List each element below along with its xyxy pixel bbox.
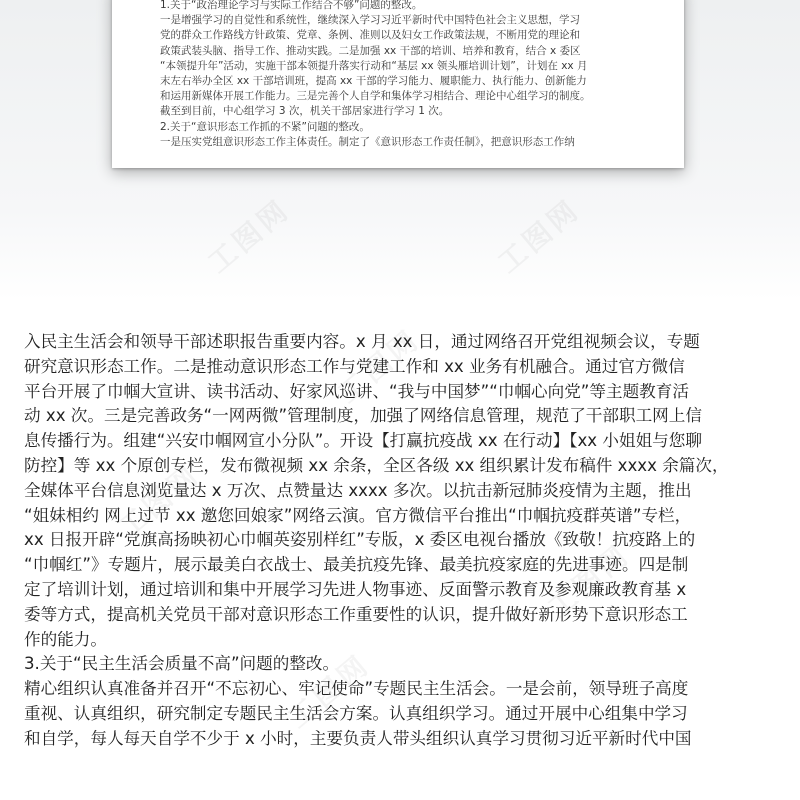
preview-line: 2.关于“意识形态工作抓的不紧”问题的整改。 (160, 120, 370, 133)
watermark: 工图网 (491, 192, 587, 280)
paragraph-line: 作的能力。 (24, 629, 107, 649)
paragraph-line: 入民主生活会和领导干部述职报告重要内容。x 月 xx 日，通过网络召开党组视频会议，专题 (24, 332, 700, 351)
paragraph-line: 动 xx 次。三是完善政务“一网两微”管理制度，加强了网络信息管理，规范了干部职工网上信 (24, 406, 702, 426)
paragraph-line: 和自学，每人每天自学不少于 x 小时，主要负责人带头组织认真学习贯彻习近平新时代中国 (24, 728, 692, 748)
paragraph-line: “姐妹相约 网上过节 xx 邀您回娘家”网络云演。官方微信平台推出“巾帼抗疫群英谱”专栏， (24, 505, 692, 525)
paragraph-line: “巾帼红”》专题片，展示最美白衣战士、最美抗疫先锋、最美抗疫家庭的先进事迹。四是制 (24, 555, 689, 575)
page-preview-text (160, 0, 640, 150)
document-page-preview (112, 0, 684, 168)
document-body (24, 330, 779, 752)
preview-line: “本领提升年”活动，实施干部本领提升落实行动和“基层 xx 领头雁培训计划”，计划在 xx 月 (160, 59, 588, 72)
paragraph-line: 防控】等 xx 个原创专栏，发布微视频 xx 余条，全区各级 xx 组织累计发布稿件 xxxx 余篇次， (24, 455, 729, 475)
paragraph-line: 精心组织认真准备并召开“不忘初心、牢记使命”专题民主生活会。一是会前，领导班子高度 (24, 679, 689, 699)
watermark: 工图网 (541, 537, 637, 625)
preview-line: 和运用新媒体开展工作能力。三是完善个人自学和集体学习相结合、理论中心组学习的制度。 (160, 90, 591, 103)
watermark: 工图网 (201, 192, 297, 280)
paragraph-line: 息传播行为。组建“兴安巾帼网宣小分队”。开设【打赢抗疫战 xx 在行动】【xx 小姐姐与您聊 (24, 431, 702, 451)
paragraph-line: 重视、认真组织，研究制定专题民主生活会方案。认真组织学习。通过开展中心组集中学习 (24, 703, 688, 723)
paragraph-line: xx 日报开辟“党旗高扬映初心巾帼英姿别样红”专版，x 委区电视台播放《致敬！抗疫路上的 (24, 530, 696, 550)
watermark: 工图网 (331, 322, 427, 410)
preview-line: 一是增强学习的自觉性和系统性，继续深入学习习近平新时代中国特色社会主义思想，学习 (160, 14, 580, 27)
preview-line: 末左右举办全区 xx 干部培训班，提高 xx 干部的学习能力、履职能力、执行能力、创新能力 (160, 74, 587, 87)
paragraph-line: 委等方式，提高机关党员干部对意识形态工作重要性的认识，提升做好新形势下意识形态工 (24, 604, 688, 624)
preview-line: 政策武装头脑、指导工作、推动实践。二是加强 xx 干部的培训、培养和教育，结合 x 委区 (160, 44, 581, 57)
paragraph-line: 定了培训计划，通过培训和集中开展学习先进人物事迹、反面警示教育及参观廉政教育基 x (24, 579, 687, 599)
preview-line: 一是压实党组意识形态工作主体责任。制定了《意识形态工作责任制》，把意识形态工作纳 (160, 135, 575, 148)
watermark: 工图网 (111, 457, 207, 545)
preview-line: 党的群众工作路线方针政策、党章、条例、准则以及妇女工作政策法规，不断用党的理论和 (160, 29, 580, 42)
preview-line: 截至到目前，中心组学习 3 次，机关干部居家进行学习 1 次。 (160, 105, 450, 118)
paragraph-line: 研究意识形态工作。二是推动意识形态工作与党建工作和 xx 业务有机融合。通过官方微信 (24, 356, 685, 376)
watermark: 工图网 (281, 647, 377, 735)
section-heading: 3.关于“民主生活会质量不高”问题的整改。 (24, 654, 340, 674)
preview-line: 1.关于“政治理论学习与实际工作结合不够”问题的整改。 (160, 0, 423, 11)
paragraph-line: 平台开展了巾帼大宣讲、读书活动、好家风巡讲、“我与中国梦”“巾帼心向党”等主题教育活 (24, 381, 689, 401)
paragraph-line: 全媒体平台信息浏览量达 x 万次、点赞量达 xxxx 多次。以抗击新冠肺炎疫情为主题，推出 (24, 480, 692, 500)
